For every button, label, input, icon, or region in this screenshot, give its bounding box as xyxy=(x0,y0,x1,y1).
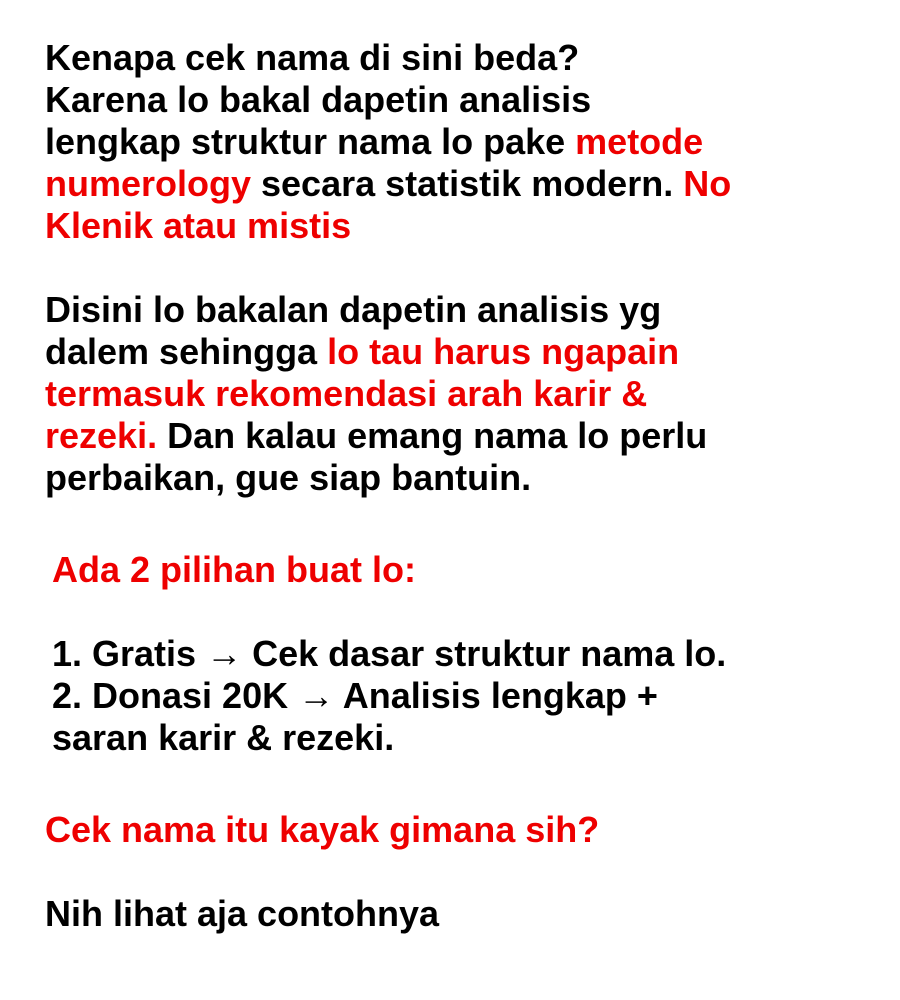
highlight-ngapain: lo tau harus ngapain xyxy=(327,331,680,372)
highlight-rezeki: rezeki. xyxy=(45,415,158,456)
highlight-metode: metode xyxy=(575,121,704,162)
cek-heading: Cek nama itu kayak gimana sih? xyxy=(45,809,600,850)
detail-line-1: Disini lo bakalan dapetin analisis yg xyxy=(45,289,662,330)
intro-line-3 xyxy=(45,121,875,163)
option-donation-continued: saran karir & rezeki. xyxy=(52,717,395,758)
intro-line-4 xyxy=(45,163,875,205)
detail-line-2 xyxy=(45,331,875,373)
highlight-klenik: Klenik atau mistis xyxy=(45,205,352,246)
highlight-no: No xyxy=(683,163,732,204)
highlight-numerology: numerology xyxy=(45,163,252,204)
detail-line-4-text: Dan kalau emang nama lo perlu xyxy=(157,415,708,456)
options-list xyxy=(52,633,882,759)
option-free: 1. Gratis → Cek dasar struktur nama lo. xyxy=(52,633,727,674)
detail-line-4 xyxy=(45,415,875,457)
detail-paragraph xyxy=(45,289,875,499)
option-donation: 2. Donasi 20K → Analisis lengkap + xyxy=(52,675,658,716)
intro-line-2: Karena lo bakal dapetin analisis xyxy=(45,79,592,120)
highlight-rekomendasi: termasuk rekomendasi arah karir & xyxy=(45,373,648,414)
options-heading: Ada 2 pilihan buat lo: xyxy=(52,549,417,590)
example-text: Nih lihat aja contohnya xyxy=(45,893,440,934)
intro-line-4-text: secara statistik modern. xyxy=(251,163,684,204)
intro-paragraph xyxy=(45,37,875,247)
detail-line-2-text: dalem sehingga xyxy=(45,331,328,372)
detail-line-5: perbaikan, gue siap bantuin. xyxy=(45,457,532,498)
intro-line-1: Kenapa cek nama di sini beda? xyxy=(45,37,580,78)
intro-line-3-text: lengkap struktur nama lo pake xyxy=(45,121,576,162)
